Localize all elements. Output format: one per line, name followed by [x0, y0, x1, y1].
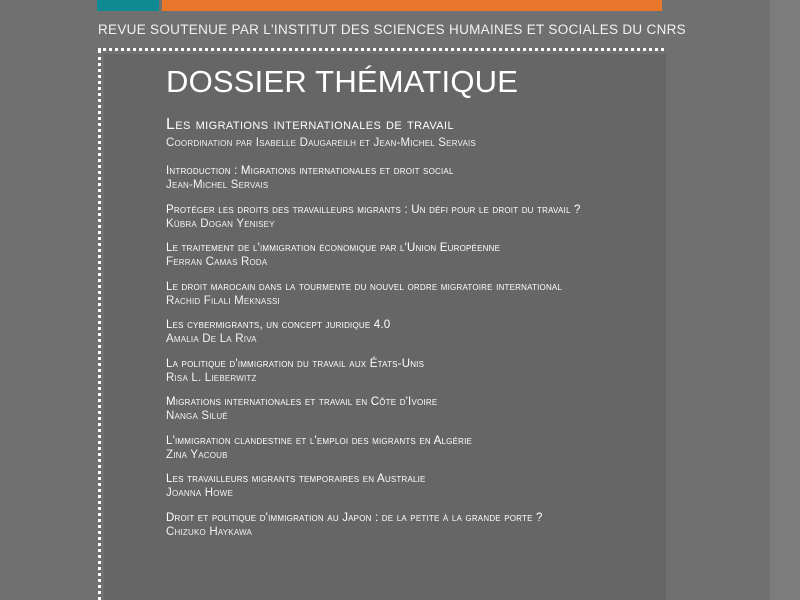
article-author: Kübra Dogan Yenisey [166, 217, 275, 230]
article-author: Jean-Michel Servais [166, 179, 269, 191]
article-author: Rachid Filali Meknassi [166, 294, 280, 307]
article-author: Risa L. Lieberwitz [166, 371, 257, 384]
dotted-divider-horizontal [98, 48, 664, 51]
article-title: Protéger les droits des travailleurs migrants : Un défi pour le droit du travail ? [166, 203, 581, 216]
article-author: Amalia De La Riva [166, 333, 257, 345]
right-margin-band [770, 0, 800, 600]
article-item [166, 241, 636, 269]
article-title: Les cybermigrants, un concept juridique 4.0 [166, 319, 391, 331]
article-item [166, 395, 636, 423]
article-author: Zina Yacoub [166, 448, 228, 461]
article-author: Joanna Howe [166, 487, 234, 499]
article-item [166, 318, 636, 346]
article-item [166, 472, 636, 500]
article-author: Ferran Camas Roda [166, 256, 268, 268]
article-item [166, 357, 636, 385]
article-title: Migrations internationales et travail en Côte d'Ivoire [166, 396, 438, 408]
article-author: Chizuko Haykawa [166, 525, 253, 538]
article-item [166, 203, 636, 231]
journal-subtitle: REVUE SOUTENUE PAR L'INSTITUT DES SCIENCES HUMAINES ET SOCIALES DU CNRS [98, 22, 686, 37]
article-title: Les travailleurs migrants temporaires en Australie [166, 473, 426, 485]
article-title: Le traitement de l'immigration économique par l'Union Européenne [166, 242, 501, 254]
article-title: Le droit marocain dans la tourmente du nouvel ordre migratoire international [166, 280, 563, 293]
article-item [166, 164, 636, 192]
article-item [166, 280, 636, 308]
article-item [166, 434, 636, 462]
article-author: Nanga Silué [166, 410, 228, 422]
dotted-divider-vertical [98, 50, 101, 600]
article-list [166, 164, 636, 549]
orange-color-bar [162, 0, 662, 11]
dossier-title: Les migrations internationales de travail [166, 116, 454, 133]
dossier-coordination: Coordination par Isabelle Daugareilh et Jean-Michel Servais [166, 137, 476, 149]
dossier-heading: DOSSIER THÉMATIQUE [166, 64, 519, 99]
article-title: Introduction : Migrations internationales et droit social [166, 165, 454, 177]
article-title: Droit et politique d'immigration au Japon : de la petite à la grande porte ? [166, 511, 543, 524]
article-title: L'immigration clandestine et l'emploi des migrants en Algérie [166, 434, 473, 447]
article-item [166, 511, 636, 539]
article-title: La politique d'immigration du travail aux États-Unis [166, 357, 425, 370]
teal-color-bar [97, 0, 159, 11]
